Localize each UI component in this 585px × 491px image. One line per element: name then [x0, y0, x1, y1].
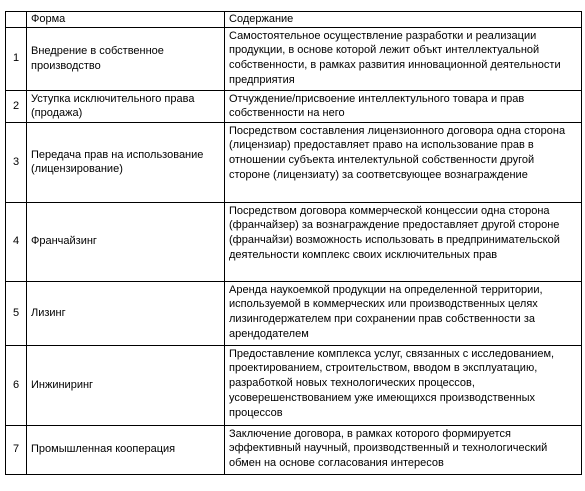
row-form: Промышленная кооперация [27, 425, 225, 474]
table-row [6, 90, 582, 122]
row-content: Посредством составления лицензионного договора одна сторона (лицензиар) предоставляет право на использование прав в отношении субъекта интелектульной собственности другой стороне (лицензиату) за соответсвующее вознаграждение [225, 122, 582, 202]
row-form: Внедрение в собственное производство [27, 27, 225, 90]
forms-table [5, 11, 582, 475]
table-row [6, 345, 582, 425]
row-num: 7 [6, 425, 27, 474]
table-row [6, 122, 582, 202]
row-num: 5 [6, 281, 27, 345]
table-row [6, 425, 582, 474]
row-content: Отчуждение/присвоение интеллектульного товара и прав собственности на него [225, 90, 582, 122]
row-content: Посредством договора коммерческой концессии одна сторона (франчайзер) за вознаграждение предоставляет другой стороне (франчайзи) возможность использовать в предпринимательской деятельности комплекс своих исключительных прав [225, 202, 582, 281]
table-header-row [6, 12, 582, 28]
row-num: 6 [6, 345, 27, 425]
row-form: Франчайзинг [27, 202, 225, 281]
row-form: Инжиниринг [27, 345, 225, 425]
header-num [6, 12, 27, 28]
row-num: 2 [6, 90, 27, 122]
row-form: Уступка исключительного права (продажа) [27, 90, 225, 122]
row-form: Лизинг [27, 281, 225, 345]
row-num: 3 [6, 122, 27, 202]
row-num: 4 [6, 202, 27, 281]
header-form: Форма [27, 12, 225, 28]
row-content: Аренда наукоемкой продукции на определенной территории, используемой в коммерческих или производственных целях лизингодержателем при сохранении прав собственности за арендодателем [225, 281, 582, 345]
row-content: Заключение договора, в рамках которого формируется эффективный научный, производственный и технологический обмен на основе согласования интересов [225, 425, 582, 474]
row-num: 1 [6, 27, 27, 90]
table-row [6, 27, 582, 90]
table-row [6, 281, 582, 345]
header-content: Содержание [225, 12, 582, 28]
row-content: Самостоятельное осуществление разработки и реализации продукции, в основе которой лежит объкт интеллектуальной собственности, в рамках развития инновационной деятельности предприятия [225, 27, 582, 90]
row-content: Предоставление комплекса услуг, связанных с исследованием, проектированием, строительством, вводом в эксплуатацию, разработкой новых технологических процессов, усоверешенствованием уже имеющихся производственных процессов [225, 345, 582, 425]
table-row [6, 202, 582, 281]
row-form: Передача прав на использование (лицензирование) [27, 122, 225, 202]
